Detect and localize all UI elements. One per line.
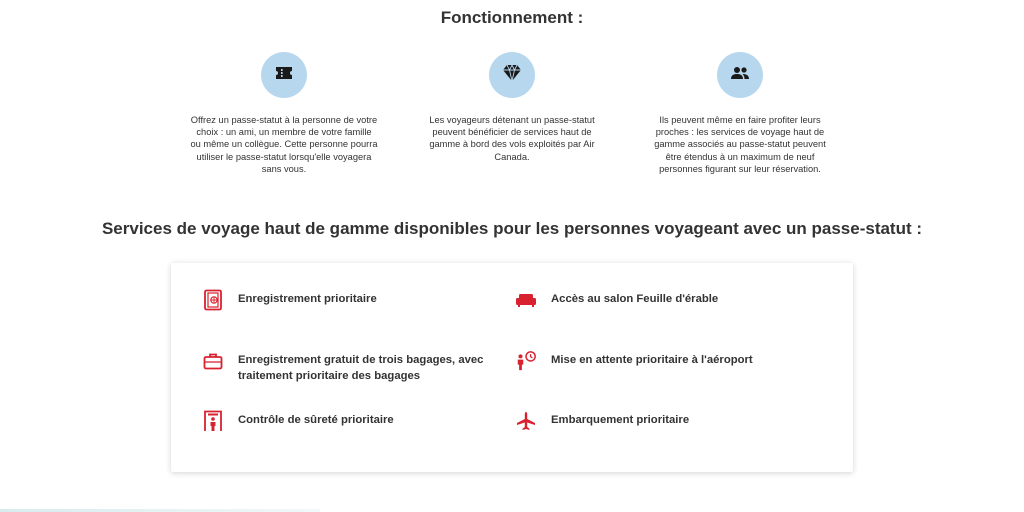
step-premium-services bbox=[412, 52, 612, 163]
step-icon-circle bbox=[717, 52, 763, 98]
service-label: Accès au salon Feuille d'érable bbox=[551, 293, 719, 305]
service-priority-checkin bbox=[202, 289, 498, 311]
service-label: Enregistrement gratuit de trois bagages, avec traitement prioritaire des bagages bbox=[238, 354, 484, 382]
service-free-baggage bbox=[202, 350, 498, 384]
step-icon-circle bbox=[261, 52, 307, 98]
service-priority-boarding bbox=[515, 410, 811, 432]
diamond-icon bbox=[502, 64, 522, 87]
baggage-icon bbox=[202, 350, 224, 372]
step-share-companions bbox=[640, 52, 840, 175]
step-gift-pass bbox=[184, 52, 384, 175]
service-priority-standby bbox=[515, 350, 811, 372]
people-icon bbox=[729, 66, 751, 85]
service-label: Mise en attente prioritaire à l'aéroport bbox=[551, 354, 753, 366]
step-description: Offrez un passe-statut à la personne de votre choix : un ami, un membre de votre famille ou même un collègue. Cette personne pourra utiliser le passe-statut lorsqu'elle voyagera sans vous. bbox=[190, 115, 378, 174]
priority-standby-icon bbox=[515, 350, 537, 372]
steps-row bbox=[0, 52, 1024, 182]
section-title-services: Services de voyage haut de gamme disponibles pour les personnes voyageant avec un passe-statut : bbox=[101, 219, 923, 238]
services-card bbox=[171, 263, 853, 472]
security-checkpoint-icon bbox=[202, 410, 224, 432]
step-icon-circle bbox=[489, 52, 535, 98]
service-maple-leaf-lounge bbox=[515, 289, 811, 311]
section-title-how-it-works: Fonctionnement : bbox=[440, 8, 584, 27]
step-description: Ils peuvent même en faire profiter leurs proches : les services de voyage haut de gamme associés au passe-statut peuvent être étendus à un maximum de neuf personnes figurant sur leur réservation. bbox=[654, 115, 826, 174]
passport-icon bbox=[202, 289, 224, 311]
step-description: Les voyageurs détenant un passe-statut peuvent bénéficier de services haut de gamme à bord des vols exploités par Air Canada. bbox=[429, 115, 595, 162]
service-label: Enregistrement prioritaire bbox=[238, 293, 377, 305]
airplane-icon bbox=[515, 410, 537, 432]
service-label: Embarquement prioritaire bbox=[551, 414, 690, 426]
service-label: Contrôle de sûreté prioritaire bbox=[238, 414, 394, 426]
lounge-sofa-icon bbox=[515, 289, 537, 311]
service-priority-security bbox=[202, 410, 498, 432]
ticket-icon bbox=[274, 65, 294, 86]
